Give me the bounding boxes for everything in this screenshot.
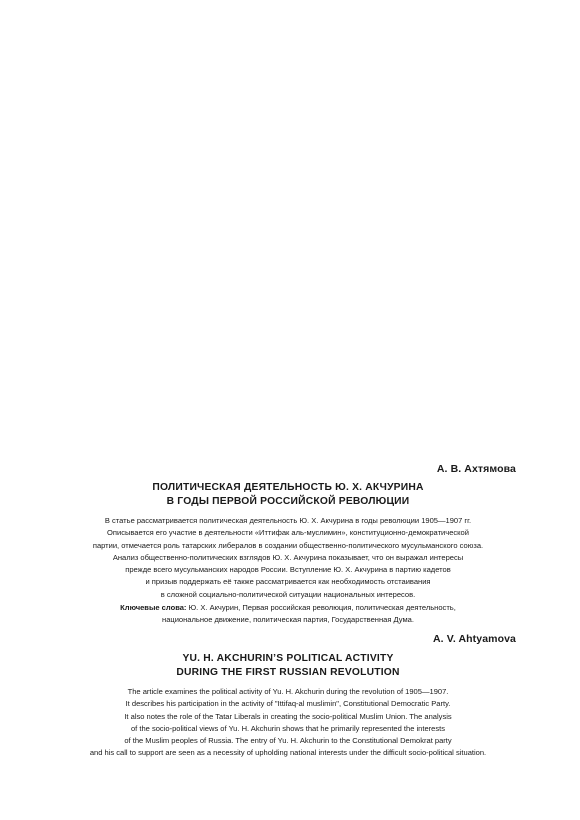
abstract-line: and his call to support are seen as a necessity of upholding national interests under the difficult socio-political situation. [89, 748, 487, 758]
keywords-ru [60, 602, 516, 627]
abstract-ru [60, 515, 516, 601]
abstract-line: Анализ общественно-политических взглядов Ю. Х. Акчурина показывает, что он выражал интересы [112, 552, 464, 562]
abstract-line: прежде всего мусульманских народов России. Вступление Ю. Х. Акчурина в партию кадетов [125, 565, 451, 575]
title-line: YU. H. AKCHURIN’S POLITICAL ACTIVITY [182, 653, 394, 664]
abstract-line: It also notes the role of the Tatar Liberals in creating the socio-political Muslim Union. The analysis [124, 711, 452, 721]
abstract-line: of the Muslim peoples of Russia. The entry of Yu. H. Akchurin to the Constitutional Demokrat party [124, 736, 452, 746]
article-title-en [60, 652, 516, 680]
abstract-line: The article examines the political activity of Yu. H. Akchurin during the revolution of 1905—1907. [127, 687, 449, 696]
abstract-line: В статье рассматривается политическая деятельность Ю. Х. Акчурина в годы революции 1905—1907 гг. [104, 516, 472, 525]
abstract-line: It describes his participation in the activity of "Ittifaq-al muslimin", Constitutional Democratic Party. [125, 699, 451, 709]
abstract-line: в сложной социально-политической ситуации национальных интересов. [160, 589, 416, 599]
author-en: A. V. Ahtyamova [432, 633, 516, 645]
abstract-line: и призыв поддержать её также рассматривается как необходимость отстаивания [145, 577, 431, 587]
abstract-line: of the socio-political views of Yu. H. Akchurin shows that he primarily represented the interests [130, 723, 446, 733]
article-title-ru [60, 481, 516, 509]
title-line: ПОЛИТИЧЕСКАЯ ДЕЯТЕЛЬНОСТЬ Ю. Х. АКЧУРИНА [152, 482, 424, 493]
keywords-text: Ю. Х. Акчурин, Первая российская революция, политическая деятельность, [186, 603, 456, 612]
abstract-line: Описывается его участие в деятельности «Иттифак аль-муслимин», конституционно-демократической [107, 528, 469, 538]
abstract-en [60, 686, 516, 760]
author-ru: А. В. Ахтямова [436, 463, 516, 475]
keywords-line [60, 602, 516, 614]
abstract-line: партии, отмечается роль татарских либералов в создании общественно-политического мусульманского союза. [92, 540, 484, 550]
keywords-line: национальное движение, политическая партия, Государственная Дума. [162, 615, 414, 625]
title-line: В ГОДЫ ПЕРВОЙ РОССИЙСКОЙ РЕВОЛЮЦИИ [166, 496, 410, 507]
title-line: DURING THE FIRST RUSSIAN REVOLUTION [176, 667, 400, 678]
keywords-label: Ключевые слова: [120, 603, 187, 612]
